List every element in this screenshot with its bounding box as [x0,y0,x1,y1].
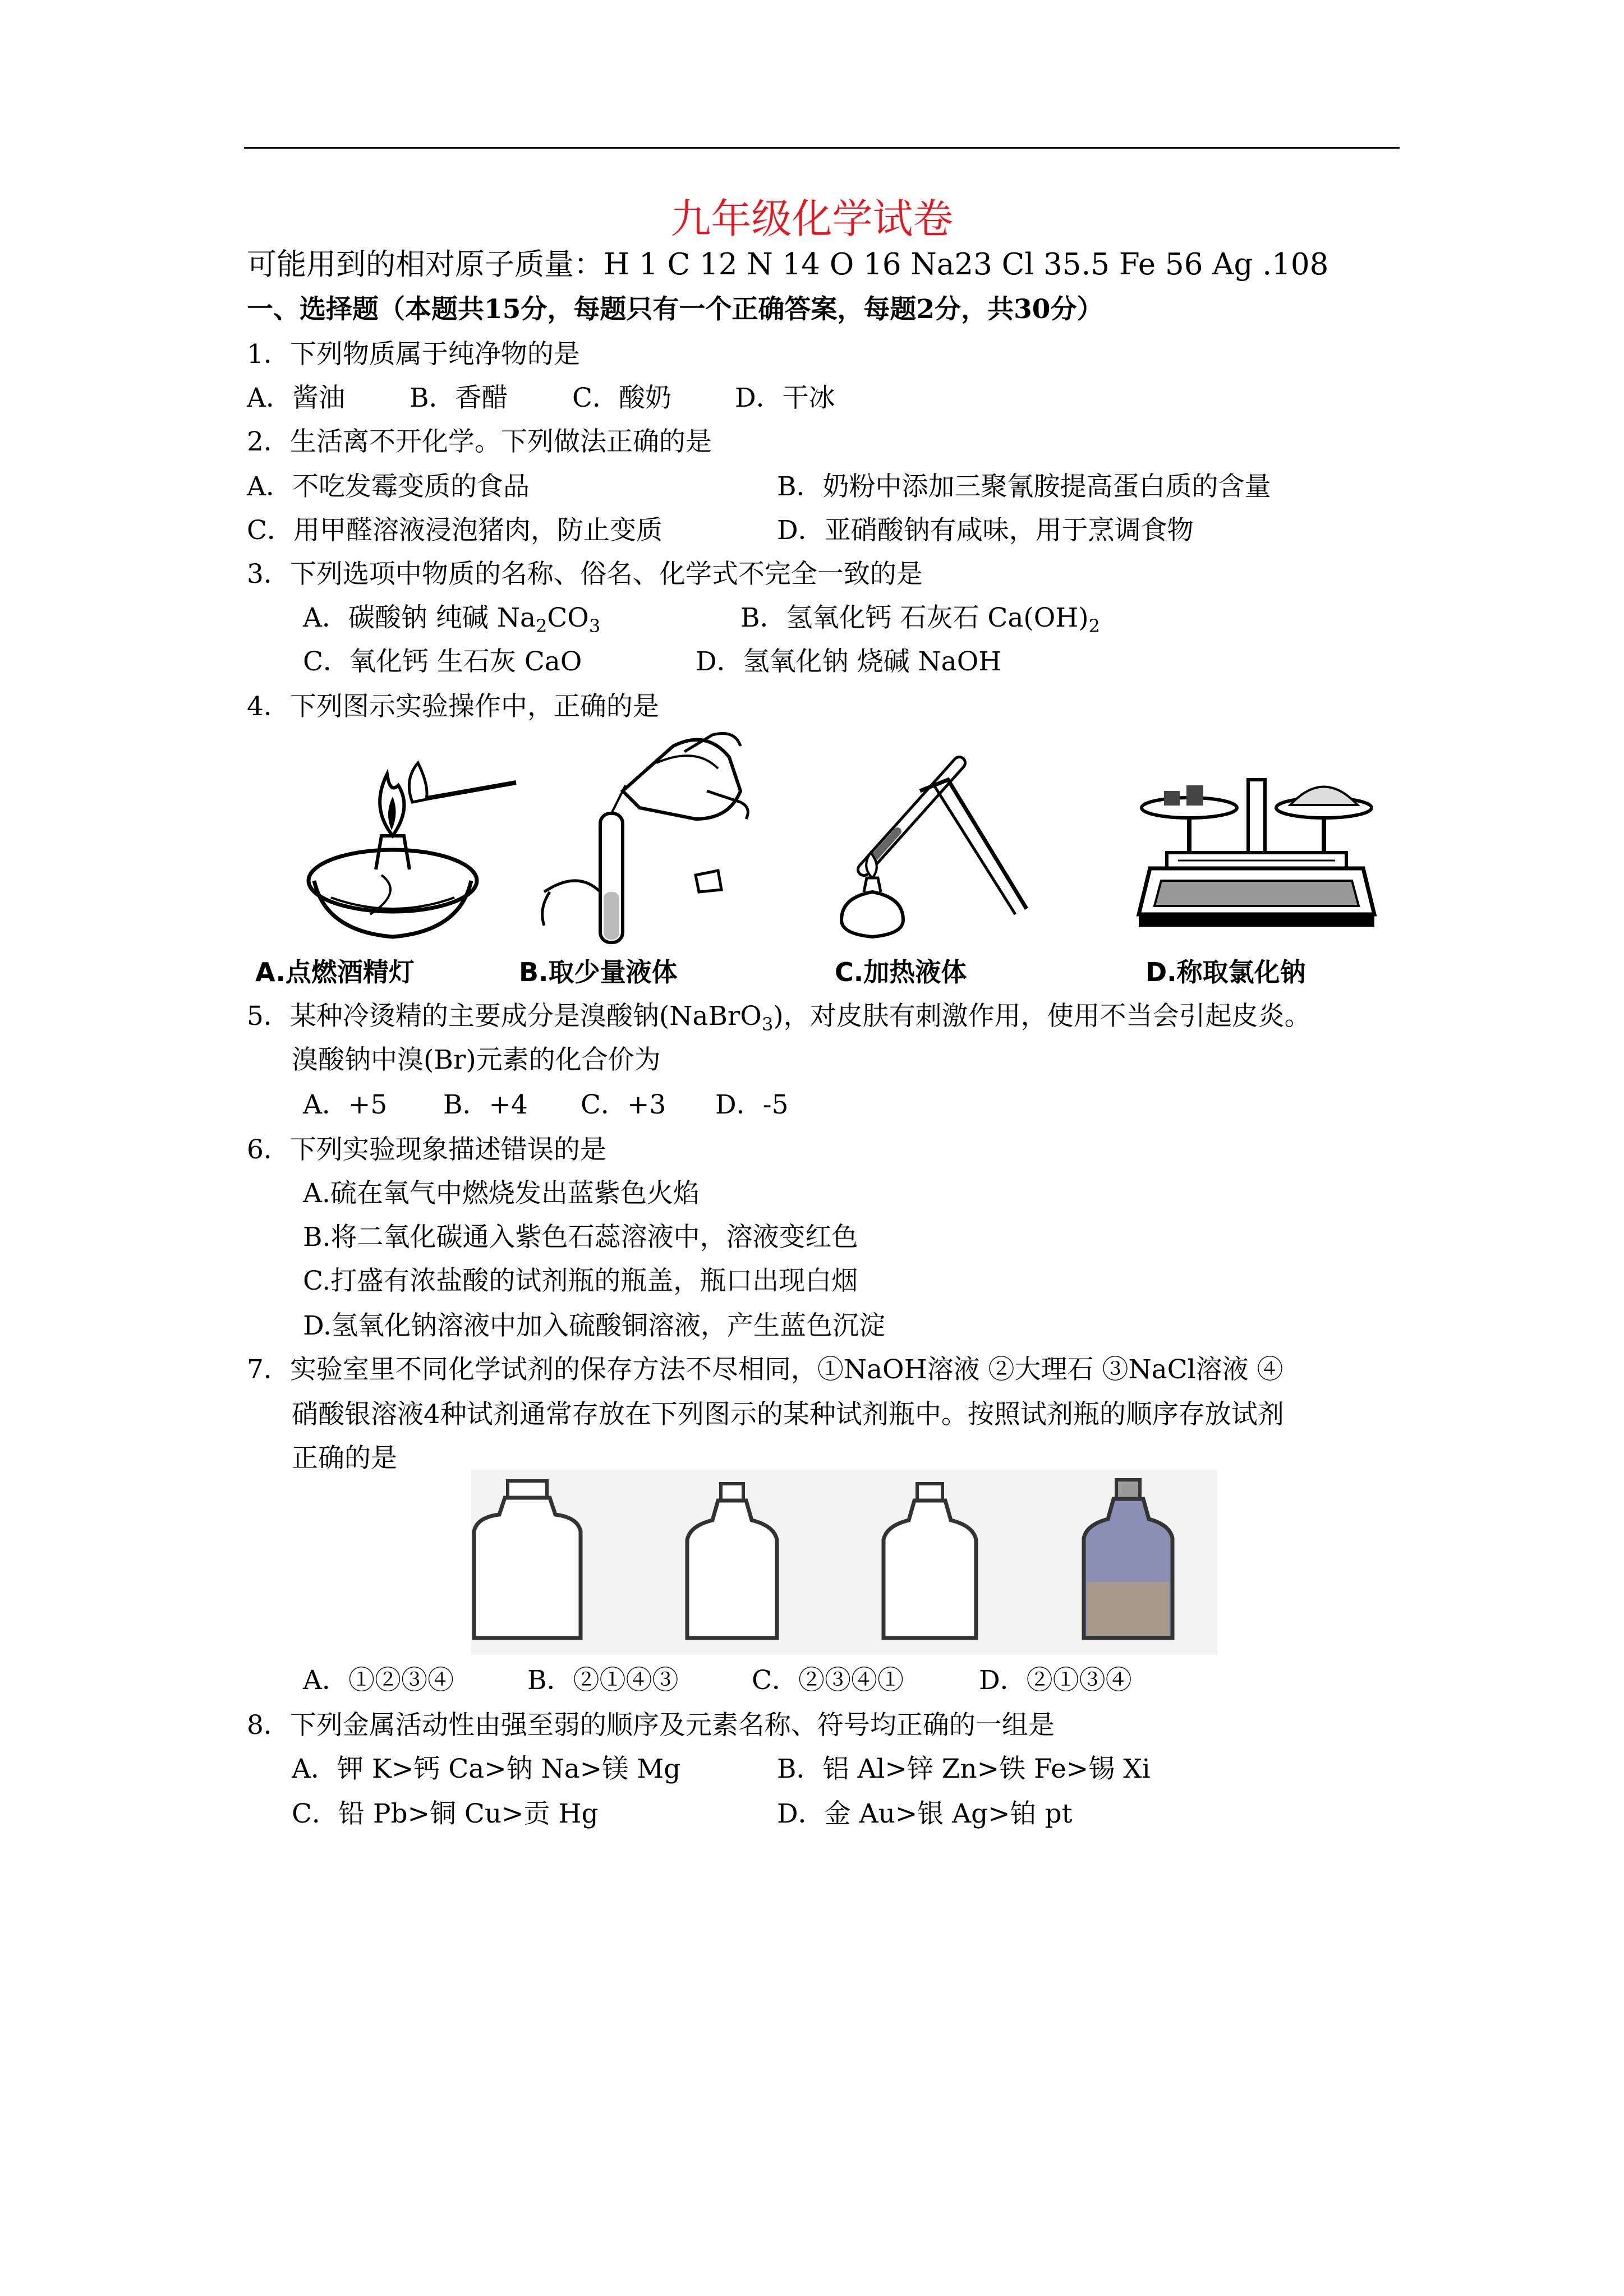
q1-option-c: C．酸奶 [572,383,671,413]
q8-option-c: C．铅 Pb>铜 Cu>贡 Hg [292,1798,599,1829]
q5-option-a: A．+5 [303,1089,388,1120]
q5-stem2: 溴酸钠中溴(Br)元素的化合价为 [292,1045,661,1075]
q3-option-b [740,601,1100,635]
atomic-masses: 可能用到的相对原子质量：H 1 C 12 N 14 O 16 Na23 Cl 35.5 Fe 56 Ag .108 [247,247,1329,282]
q3-stem: 3．下列选项中物质的名称、俗名、化学式不完全一致的是 [247,559,923,590]
figure-heat-liquid [819,740,1055,954]
q8-option-a: A．钾 K>钙 Ca>钠 Na>镁 Mg [292,1754,681,1784]
q7-option-c: C．②③④① [752,1665,904,1696]
q8-option-b: B．铝 Al>锌 Zn>铁 Fe>锡 Xi [777,1754,1151,1784]
q4-caption-a: A.点燃酒精灯 [255,957,415,987]
q4-caption-c: C.加热液体 [835,957,967,987]
q3-option-b-sub: 2 [1088,615,1100,637]
q5-stem-post: )，对皮肤有刺激作用，使用不当会引起皮炎。 [773,1001,1311,1032]
q4-stem: 4．下列图示实验操作中，正确的是 [247,691,659,722]
q3-option-a-sub3: 3 [588,615,601,637]
figure-pour-liquid [527,724,763,948]
q1-option-d: D．干冰 [735,383,835,413]
figure-alcohol-lamp [292,740,527,954]
q1-option-a: A．酱油 [247,383,345,413]
q6-stem: 6．下列实验现象描述错误的是 [247,1134,606,1165]
q5-option-d: D．-5 [715,1089,789,1120]
figure-reagent-bottles [471,1470,1217,1655]
q8-option-d: D．金 Au>银 Ag>铂 pt [777,1798,1073,1829]
q3-option-c: C．氧化钙 生石灰 CaO [303,646,582,677]
q7-stem1: 7．实验室里不同化学试剂的保存方法不尽相同，①NaOH溶液 ②大理石 ③NaCl溶液 ④ [247,1354,1283,1385]
q2-option-b: B．奶粉中添加三聚氰胺提高蛋白质的含量 [777,471,1271,502]
q7-option-d: D．②①③④ [979,1665,1132,1696]
figure-balance [1133,746,1386,948]
q7-stem3: 正确的是 [292,1443,397,1474]
q5-option-c: C．+3 [581,1089,666,1120]
q1-stem: 1．下列物质属于纯净物的是 [247,339,580,370]
q7-option-a: A．①②③④ [303,1665,454,1696]
q6-option-c: C.打盛有浓盐酸的试剂瓶的瓶盖，瓶口出现白烟 [303,1266,858,1296]
q6-option-d: D.氢氧化钠溶液中加入硫酸铜溶液，产生蓝色沉淀 [303,1310,885,1341]
q5-option-b: B．+4 [443,1089,528,1120]
q3-option-d: D．氢氧化钠 烧碱 NaOH [696,646,1002,677]
q8-stem: 8．下列金属活动性由强至弱的顺序及元素名称、符号均正确的一组是 [247,1710,1055,1741]
header-rule [244,147,1400,149]
q6-option-b: B.将二氧化碳通入紫色石蕊溶液中，溶液变红色 [303,1222,858,1253]
q3-option-b-text: B．氢氧化钙 石灰石 Ca(OH) [740,602,1089,633]
q5-stem [247,1000,1311,1033]
q4-caption-b: B.取少量液体 [519,957,678,987]
q2-option-c: C．用甲醛溶液浸泡猪肉，防止变质 [247,515,663,546]
section1-heading: 一、选择题（本题共15分，每题只有一个正确答案，每题2分，共30分） [247,294,1103,325]
q7-stem2: 硝酸银溶液4种试剂通常存放在下列图示的某种试剂瓶中。按照试剂瓶的顺序存放试剂 [292,1399,1284,1430]
q4-caption-d: D.称取氯化钠 [1145,957,1306,987]
q2-option-d: D．亚硝酸钠有咸味，用于烹调食物 [777,515,1194,546]
q5-stem-pre: 5．某种冷烫精的主要成分是溴酸钠(NaBrO [247,1001,762,1032]
q6-option-a: A.硫在氧气中燃烧发出蓝紫色火焰 [303,1178,700,1209]
q1-option-b: B．香醋 [410,383,508,413]
q3-option-a [303,601,600,635]
q2-stem: 2．生活离不开化学。下列做法正确的是 [247,426,712,457]
q3-option-a-text: A．碳酸钠 纯碱 N [303,602,520,633]
exam-title: 九年级化学试卷 [670,195,954,242]
q2-option-a: A．不吃发霉变质的食品 [247,471,530,502]
q3-option-a-co: CO [547,602,589,633]
q3-option-a-sub2: 2 [535,615,548,637]
q7-option-b: B．②①④③ [527,1665,679,1696]
q3-option-a-a: a [519,602,536,633]
q5-stem-sub: 3 [761,1014,774,1035]
